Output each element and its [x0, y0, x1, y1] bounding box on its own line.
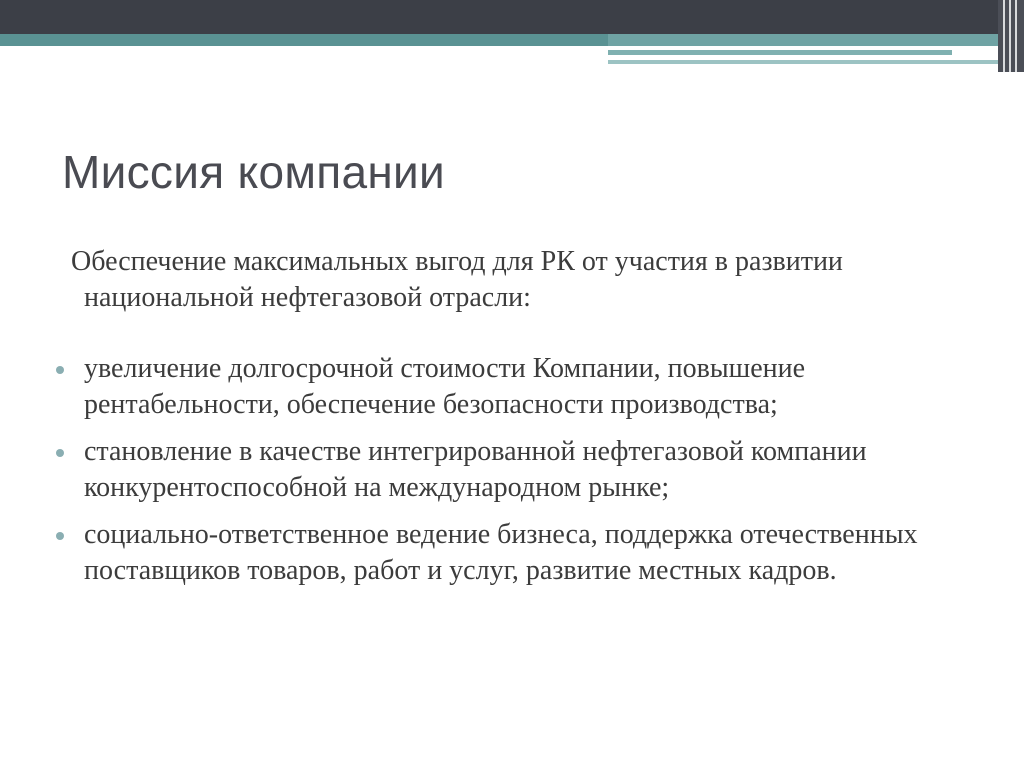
bullet-text: становление в качестве интегрированной нефтегазовой компании конкурентоспособной на международном рынке;	[84, 436, 867, 503]
top-right-stripe	[1009, 0, 1011, 72]
top-teal-thin-line	[608, 50, 952, 55]
bullet-text: социально-ответственное ведение бизнеса, поддержка отечественных поставщиков товаров, работ и услуг, развитие местных кадров.	[84, 519, 918, 586]
list-item	[56, 434, 996, 506]
bullet-list	[56, 351, 996, 589]
list-item	[56, 351, 996, 423]
slide-body	[56, 244, 996, 600]
slide-title: Миссия компании	[62, 146, 446, 198]
top-right-cap	[998, 0, 1024, 72]
top-teal-bar-right	[608, 34, 998, 46]
top-right-stripe	[1015, 0, 1017, 72]
top-teal-bar	[0, 34, 608, 46]
top-dark-bar	[0, 0, 1024, 34]
list-item	[56, 517, 996, 589]
bullet-dot-icon	[56, 366, 64, 374]
top-right-stripe	[1003, 0, 1005, 72]
intro-paragraph: Обеспечение максимальных выгод для РК от участия в развитии национальной нефтегазовой отрасли:	[71, 246, 843, 313]
bullet-dot-icon	[56, 449, 64, 457]
bullet-text: увеличение долгосрочной стоимости Компании, повышение рентабельности, обеспечение безопасности производства;	[84, 353, 806, 420]
top-teal-thin-line-lower	[608, 60, 998, 64]
bullet-dot-icon	[56, 532, 64, 540]
